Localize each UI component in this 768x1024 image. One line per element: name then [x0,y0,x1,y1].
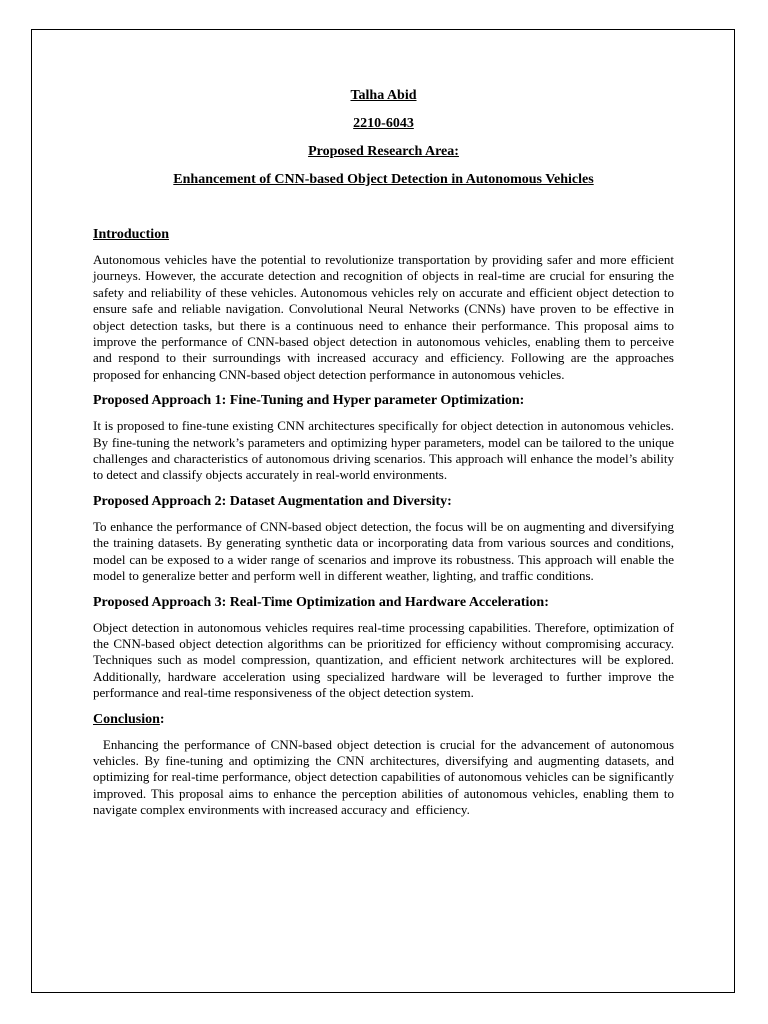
research-area-label: Proposed Research Area: [308,144,459,159]
document-body [93,86,678,828]
conclusion-heading [93,711,674,729]
author-name: Talha Abid [350,88,417,103]
approach-2-heading: Proposed Approach 2: Dataset Augmentation and Diversity: [93,493,452,509]
introduction-paragraph: Autonomous vehicles have the potential to revolutionize transportation by providing safer and more efficient journeys. However, the accurate detection and recognition of objects in real-time are crucial for ensuring the safety and reliability of these vehicles. Autonomous vehicles rely on accurate and efficient object detection to ensure safe and reliable navigation. Convolutional Neural Networks (CNNs) have proven to be effective in object detection tasks, but there is a continuous need to enhance their performance. This proposal aims to improve the performance of CNN-based object detection in autonomous vehicles, enabling them to perceive and respond to their surroundings with increased accuracy and efficiency. Following are the approaches proposed for enhancing CNN-based object detection performance in autonomous vehicles. [93,252,674,382]
approach-2-paragraph: To enhance the performance of CNN-based object detection, the focus will be on augmenting and diversifying the training datasets. By generating synthetic data or incorporating data from various sources and conditions, model can be exposed to a wider range of scenarios and improve its robustness. This approach will enable the model to generalize better and perform well in different weather, lighting, and traffic conditions. [93,518,674,584]
approach-3-heading: Proposed Approach 3: Real-Time Optimization and Hardware Acceleration: [93,594,549,610]
introduction-heading-text: Introduction [93,227,169,242]
conclusion-heading-colon: : [159,711,165,727]
student-id: 2210-6043 [353,116,414,131]
approach-1-paragraph: It is proposed to fine-tune existing CNN architectures specifically for object detection in autonomous vehicles. By fine-tuning the network’s parameters and optimizing hyper parameters, model can be tailored to the unique challenges and characteristics of autonomous driving scenarios. This approach will enhance the model’s ability to detect and classify objects accurately in real-world environments. [93,418,674,483]
conclusion-paragraph: Enhancing the performance of CNN-based object detection is crucial for the advancement of autonomous vehicles. By fine-tuning and optimizing the CNN architectures, diversifying and augmenting datasets, and optimizing for real-time performance, object detection capabilities of autonomous vehicles can be significantly improved. This proposal aims to enhance the perception abilities of autonomous vehicles, enabling them to navigate complex environments with increased accuracy and efficiency. [93,736,678,818]
conclusion-heading-text: Conclusion [93,711,160,727]
introduction-heading [93,226,674,244]
document-title: Enhancement of CNN-based Object Detection in Autonomous Vehicles [173,172,594,187]
approach-3-paragraph: Object detection in autonomous vehicles requires real-time processing capabilities. Therefore, optimization of the CNN-based object detection algorithms can be prioritized for efficiency without compromising accuracy. Techniques such as model compression, quantization, and efficient network architectures will be explored. Additionally, hardware acceleration using specialized hardware will be leveraged to further improve the performance and real-time responsiveness of the object detection system. [93,619,674,701]
approach-1-heading: Proposed Approach 1: Fine-Tuning and Hyper parameter Optimization: [93,393,525,409]
